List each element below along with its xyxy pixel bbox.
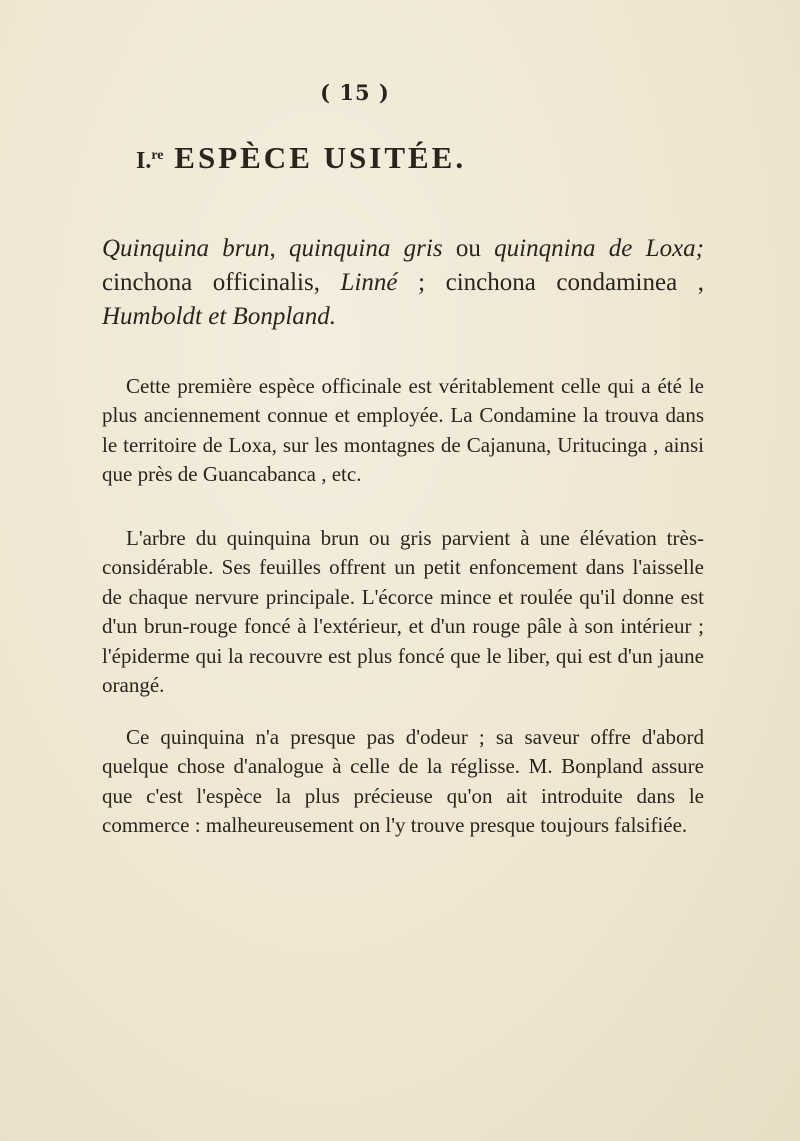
section-heading	[136, 140, 466, 176]
heading-title: ESPÈCE USITÉE.	[174, 140, 467, 175]
synonym-separator: ou	[442, 235, 495, 262]
heading-ordinal: I.$^{re}$	[136, 148, 164, 174]
paragraph-2: L'arbre du quinquina brun ou gris parvient à une élévation très-considérable. Ses feuilles offrent un petit enfoncement dans l'aisselle de chaque nervure principale. L'écorce mince et roulée qu'il donne est d'un brun-rouge foncé à l'extérieur, et d'un rouge pâle à son intérieur ; l'épiderme qui la recouvre est plus foncé que le liber, qui est d'un jaune orangé.	[102, 526, 704, 698]
synonym-1: Quinquina brun	[102, 235, 270, 262]
synonym-author-humboldt: Humboldt et Bonpland.	[102, 303, 337, 330]
paragraph-1: Cette première espèce officinale est véritablement celle qui a été le plus anciennement connue et employée. La Condamine la trouva dans le territoire de Loxa, sur les montagnes de Cajanuna, Uritucinga , ainsi que près de Guancabanca , etc.	[102, 374, 704, 487]
paragraph-3: Ce quinquina n'a presque pas d'odeur ; sa saveur offre d'abord quelque chose d'analogue à celle de la réglisse. M. Bonpland assure que c'est l'espèce la plus précieuse qu'on ait introduite dans le commerce : malheureusement on l'y trouve presque toujours falsifiée.	[102, 725, 704, 838]
species-synonyms	[102, 232, 704, 334]
synonym-separator: cinchona officinalis,	[102, 269, 341, 296]
page-number: ( 15 )	[320, 80, 390, 105]
synonym-separator: ; cinchona condaminea ,	[397, 269, 704, 296]
synonym-author-linne: Linné	[340, 269, 398, 296]
synonym-separator: ,	[269, 235, 289, 262]
synonym-3: quinqnina de Loxa;	[494, 235, 704, 262]
synonym-2: quinquina gris	[288, 235, 443, 262]
